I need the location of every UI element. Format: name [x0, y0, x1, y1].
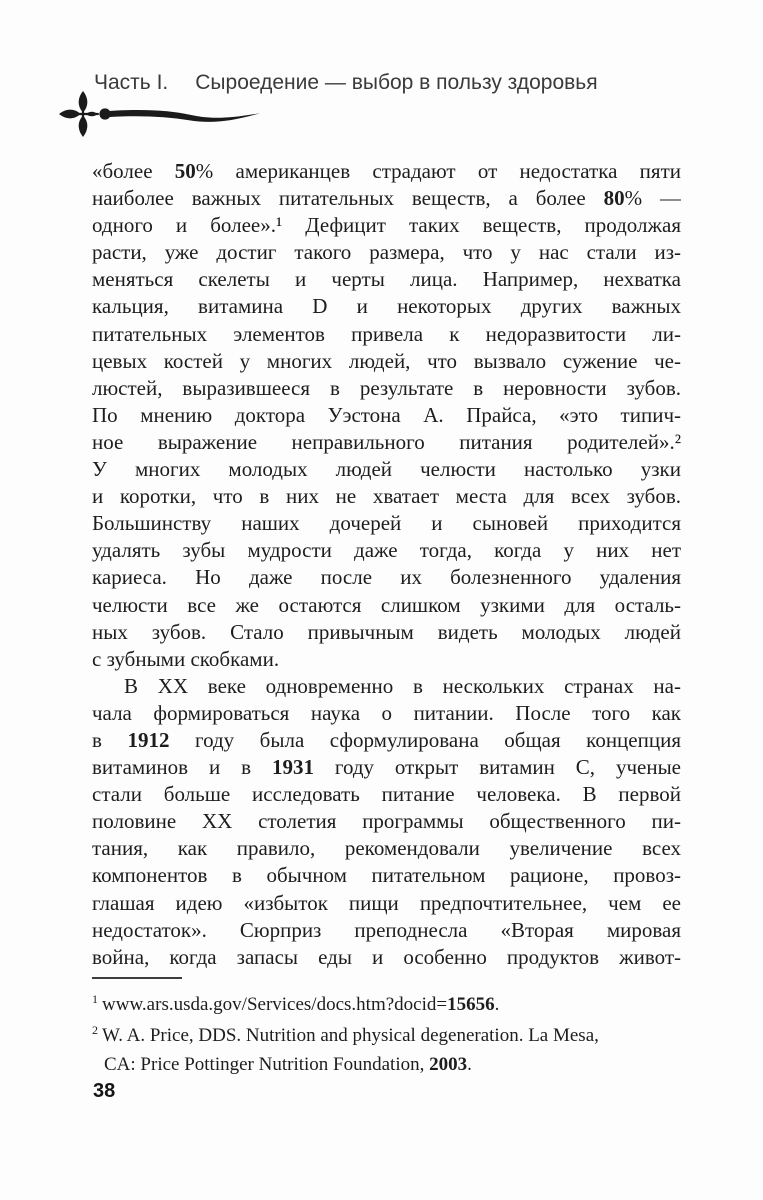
text-line: питательных элементов привела к недоразвитости ли- [92, 321, 681, 346]
text-line: Большинству наших дочерей и сыновей приходится [92, 511, 681, 536]
text-line: кальция, витамина D и некоторых других важных [92, 294, 681, 319]
text-line: стали больше исследовать питание человека. В первой [92, 782, 681, 807]
floral-flourish-ornament [57, 90, 262, 138]
footnote-1 [92, 990, 686, 1019]
text-line: меняться скелеты и черты лица. Например, нехватка [92, 267, 681, 292]
text-line: У многих молодых людей челюсти настолько узки [92, 457, 681, 482]
text-line: ных зубов. Стало привычным видеть молодых людей [92, 619, 681, 644]
part-label: Часть I. [94, 71, 169, 94]
text-line: тания, как правило, рекомендовали увеличение всех [92, 836, 681, 861]
footnote-text: www.ars.usda.gov/Services/docs.htm?docid=15656. [102, 994, 500, 1015]
footnote-2 [92, 1021, 686, 1079]
text-line: война, когда запасы еды и особенно продуктов живот- [92, 944, 681, 969]
text-line: люстей, выразившееся в результате в неровности зубов. [92, 375, 681, 400]
text-line: компонентов в обычном питательном рационе, провоз- [92, 863, 681, 888]
text-line: наиболее важных питательных веществ, а более 80% — [92, 186, 681, 211]
text-line: удалять зубы мудрости даже тогда, когда у них нет [92, 538, 681, 563]
paragraph [92, 673, 681, 971]
body-text [92, 158, 681, 971]
text-line: челюсти все же остаются слишком узкими для осталь- [92, 592, 681, 617]
text-line: расти, уже достиг такого размера, что у нас стали из- [92, 240, 681, 265]
text-line: в 1912 году была сформулирована общая концепция [92, 727, 681, 752]
text-line: витаминов и в 1931 году открыт витамин С, ученые [92, 755, 681, 780]
text-line: цевых костей у многих людей, что вызвало сужение че- [92, 348, 681, 373]
footnotes [92, 990, 686, 1081]
text-line: В XX веке одновременно в нескольких странах на- [124, 673, 681, 698]
text-line: глашая идею «избыток пищи предпочтительнее, чем ее [92, 890, 681, 915]
text-line: и коротки, что в них не хватает места для всех зубов. [92, 484, 681, 509]
text-line: чала формироваться наука о питании. После того как [92, 700, 681, 725]
footnote-rule [92, 977, 182, 979]
footnote-marker: 1 [92, 991, 98, 1006]
footnote-text: CA: Price Pottinger Nutrition Foundation, 2003. [104, 1054, 472, 1075]
text-line: с зубными скобками. [92, 646, 280, 671]
paragraph [92, 158, 681, 673]
text-line: ное выражение неправильного питания родителей».² [92, 429, 681, 454]
part-title: Сыроедение — выбор в пользу здоровья [195, 71, 598, 94]
text-line: одного и более».¹ Дефицит таких веществ, продолжая [92, 213, 681, 238]
text-line: По мнению доктора Уэстона А. Прайса, «это типич- [92, 402, 681, 427]
footnote-text: W. A. Price, DDS. Nutrition and physical degeneration. La Mesa, [102, 1025, 599, 1046]
text-line: кариеса. Но даже после их болезненного удаления [92, 565, 681, 590]
footnote-marker: 2 [92, 1022, 98, 1037]
page-number: 38 [93, 1080, 116, 1102]
text-line: «более 50% американцев страдают от недостатка пяти [92, 159, 681, 183]
text-line: половине XX столетия программы общественного пи- [92, 809, 681, 834]
text-line: недостаток». Сюрприз преподнесла «Вторая мировая [92, 917, 681, 942]
